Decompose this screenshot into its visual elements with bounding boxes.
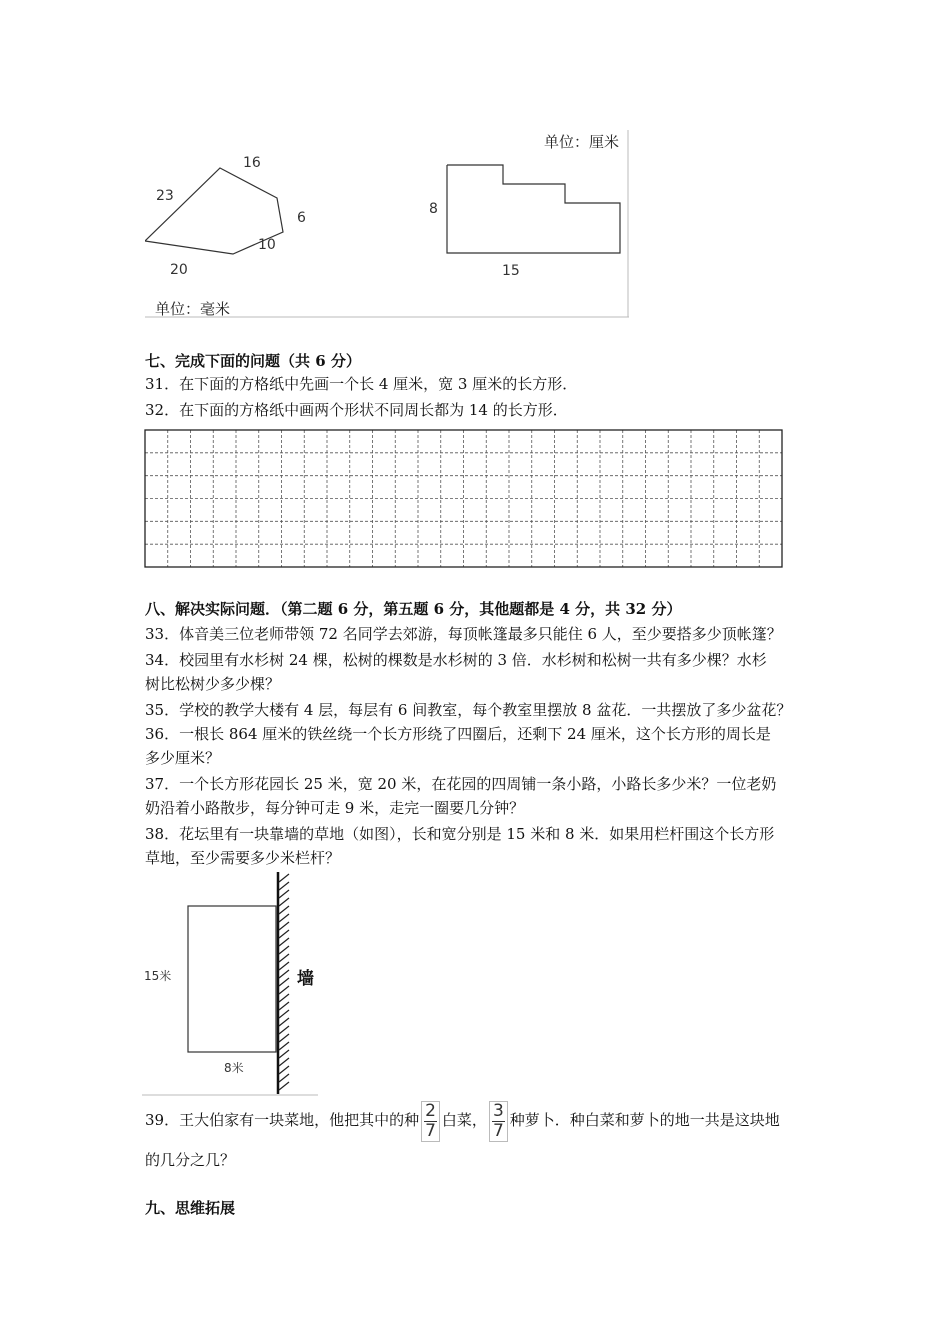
section8-heading: 八、解决实际问题．（第二题 6 分，第五题 6 分，其他题都是 4 分，共 32 分）	[145, 600, 682, 618]
label-8: 8	[429, 201, 438, 217]
question-33: 33．体音美三位老师带领 72 名同学去郊游，每顶帐篷最多只能住 6 人，至少要搭多少顶帐篷？	[145, 625, 782, 643]
figures-box	[145, 130, 629, 318]
q39-part2: 白菜，	[441, 1111, 487, 1129]
grid-paper	[144, 429, 784, 569]
fraction-two-sevenths: $\frac{2}{7}$	[421, 1101, 440, 1142]
question-38-line1: 38．花坛里有一块靠墙的草地（如图），长和宽分别是 15 米和 8 米．如果用栏杆围这个长方形	[145, 825, 775, 843]
left-unit-label: 单位：毫米	[155, 300, 231, 318]
question-31: 31．在下面的方格纸中先画一个长 4 厘米，宽 3 厘米的长方形．	[145, 375, 578, 393]
stepped-rectangle-shape	[447, 165, 620, 253]
label-23: 23	[156, 188, 174, 204]
section9-heading: 九、思维拓展	[145, 1199, 236, 1217]
question-34-line1: 34．校园里有水杉树 24 棵，松树的棵数是水杉树的 3 倍．水杉树和松树一共有多少棵？水杉	[145, 651, 767, 669]
question-38-line2: 草地，至少需要多少米栏杆？	[145, 849, 341, 867]
figures-svg	[145, 130, 629, 318]
question-34-line2: 树比松树少多少棵？	[145, 675, 281, 693]
width-label: 8米	[224, 1061, 244, 1075]
section7-heading: 七、完成下面的问题（共 6 分）	[145, 352, 361, 370]
label-6: 6	[297, 210, 306, 226]
question-36-line2: 多少厘米？	[145, 749, 221, 767]
question-32: 32．在下面的方格纸中画两个形状不同周长都为 14 的长方形．	[145, 401, 568, 419]
question-36-line1: 36．一根长 864 厘米的铁丝绕一个长方形绕了四圈后，还剩下 24 厘米，这个长方形的周长是	[145, 725, 771, 743]
q39-part1: 39．王大伯家有一块菜地，他把其中的种	[145, 1111, 420, 1129]
height-label: 15米	[144, 969, 172, 983]
fraction-three-sevenths: $\frac{3}{7}$	[489, 1101, 508, 1142]
lawn-rectangle	[188, 906, 276, 1052]
q39-part3: 种萝卜．种白菜和萝卜的地一共是这块地	[509, 1111, 780, 1129]
label-16: 16	[243, 155, 261, 171]
right-unit-label: 单位：厘米	[544, 133, 620, 151]
label-20: 20	[170, 262, 188, 278]
label-15: 15	[502, 263, 520, 279]
wall-lawn-figure	[142, 872, 322, 1098]
question-35: 35．学校的教学大楼有 4 层，每层有 6 间教室，每个教室里摆放 8 盆花．一共摆放了多少盆花？	[145, 701, 792, 719]
label-10: 10	[258, 237, 276, 253]
wall-label: 墙	[297, 969, 314, 989]
question-39-line1	[145, 1098, 780, 1142]
question-37-line1: 37．一个长方形花园长 25 米，宽 20 米，在花园的四周铺一条小路，小路长多少米？一位老奶	[145, 775, 777, 793]
question-39-line2: 的几分之几？	[145, 1151, 236, 1169]
question-37-line2: 奶沿着小路散步，每分钟可走 9 米，走完一圈要几分钟？	[145, 799, 525, 817]
